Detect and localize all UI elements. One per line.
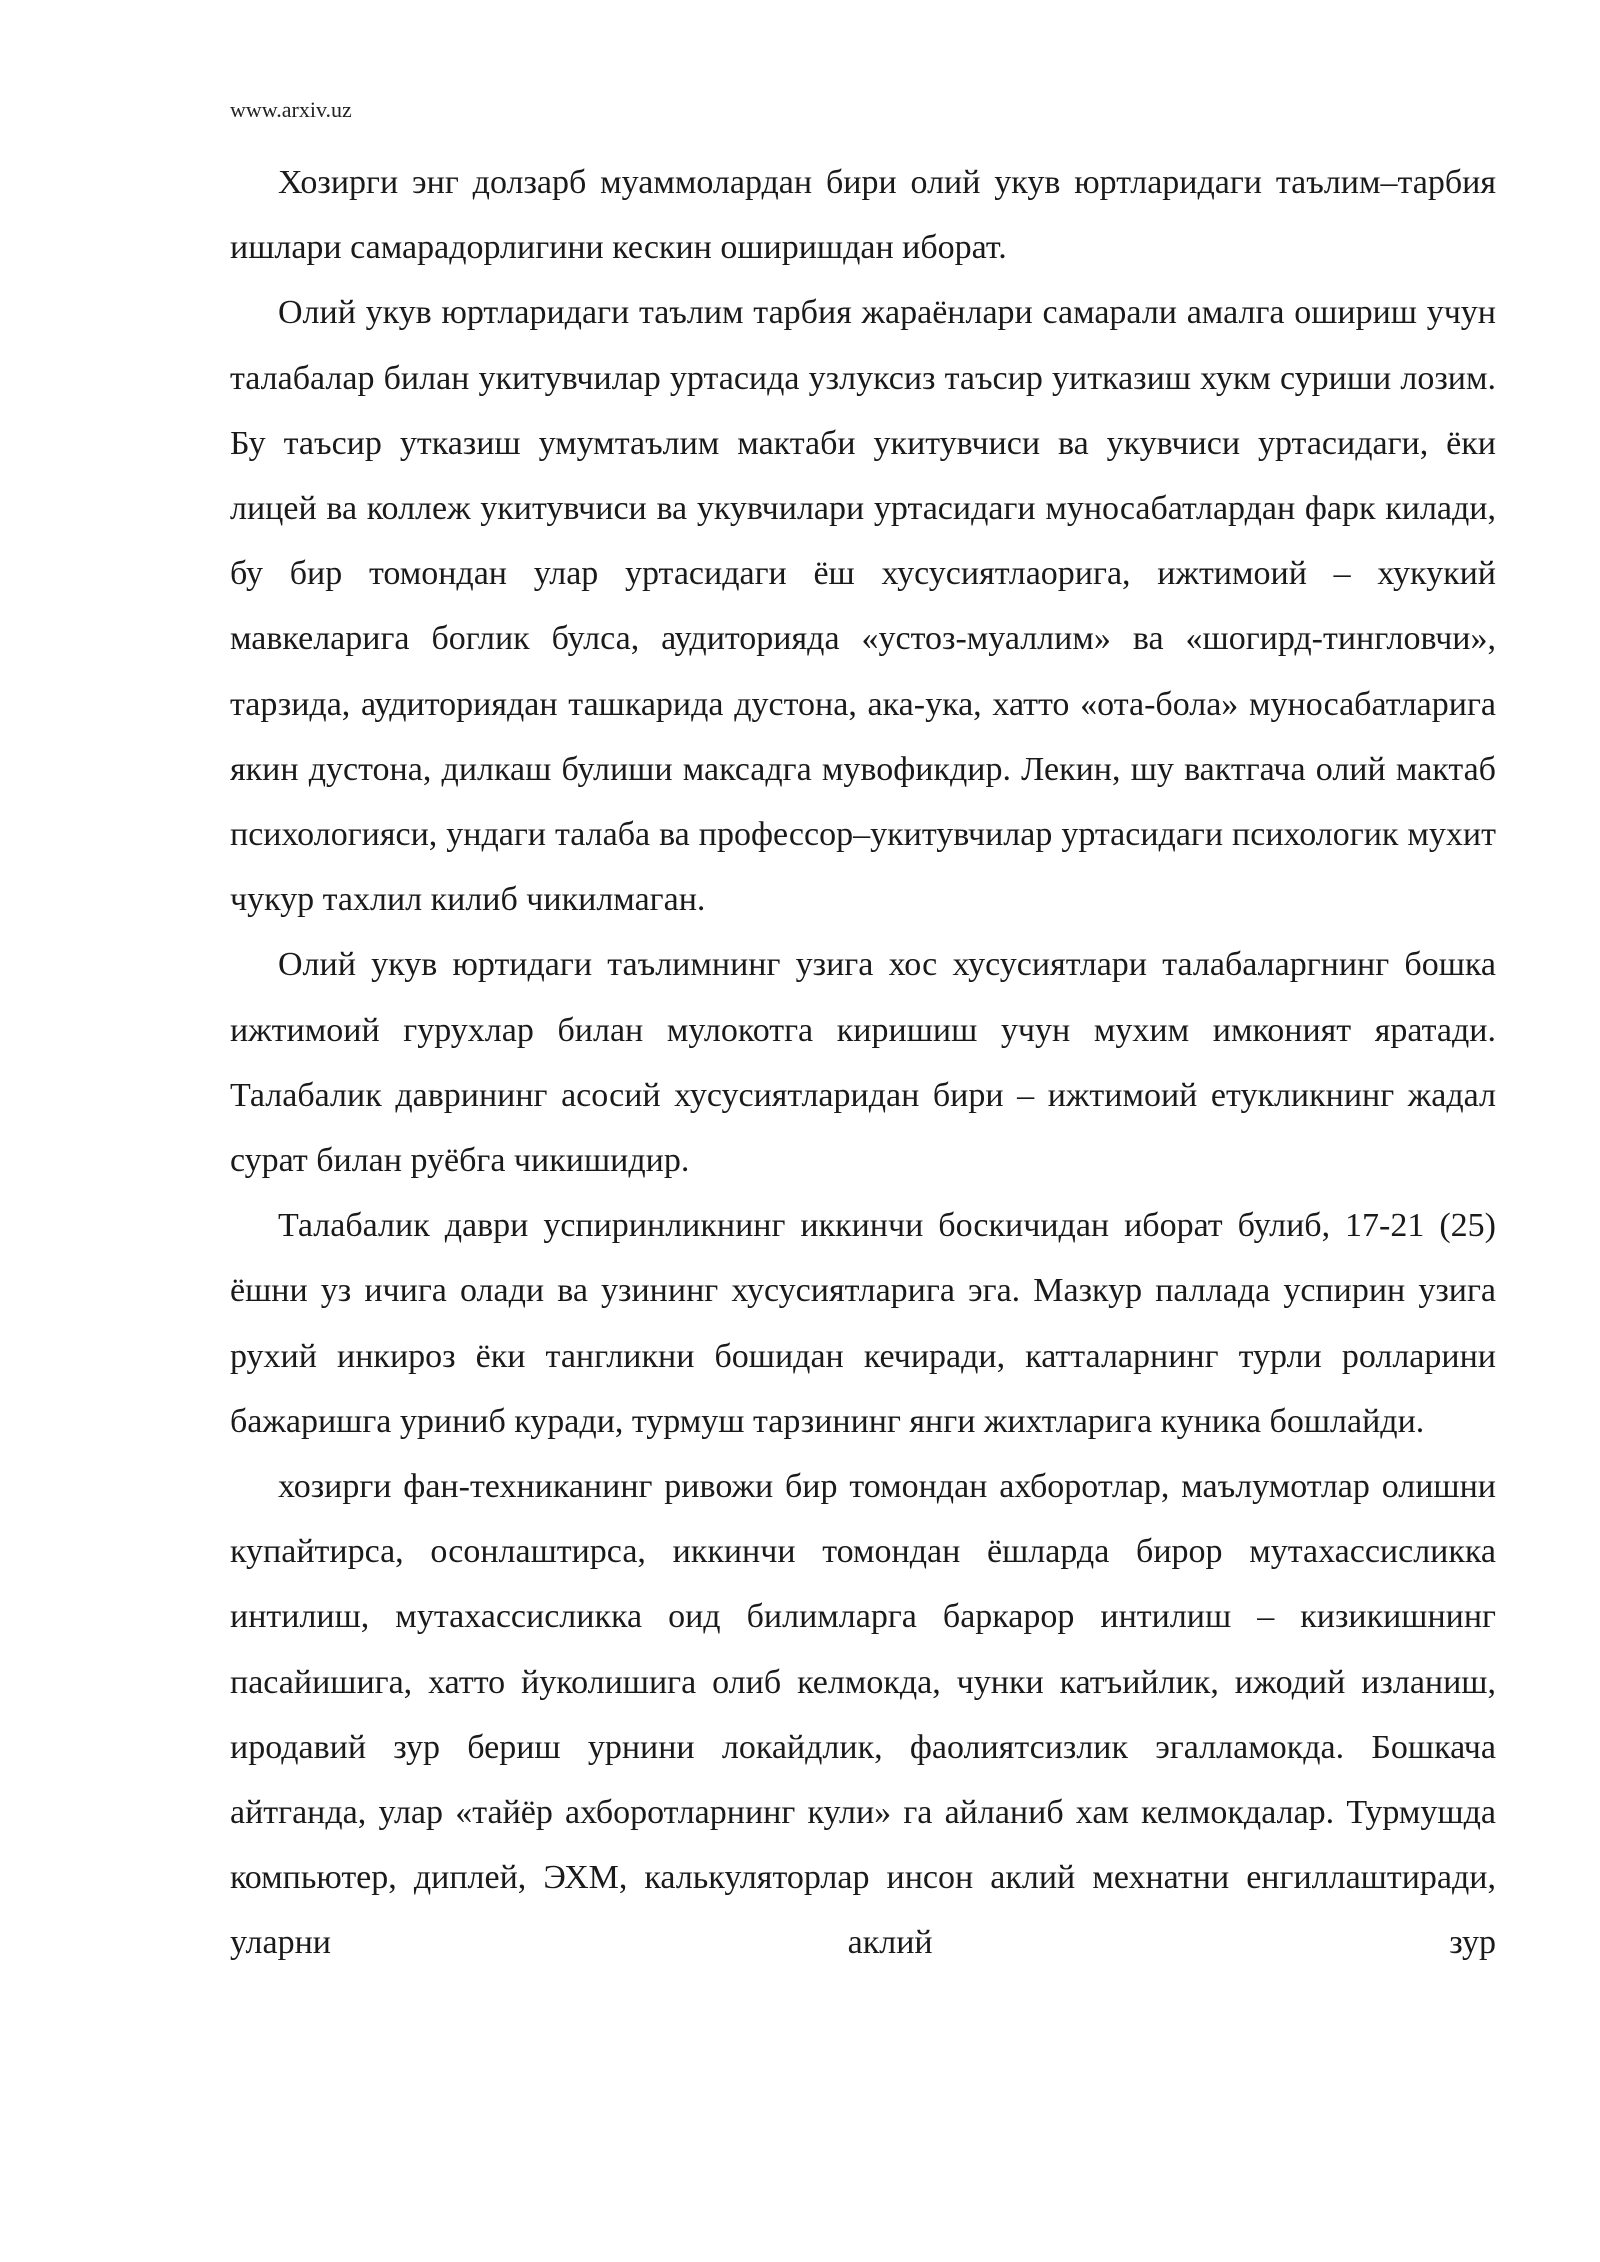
paragraph-4: Талабалик даври успиринликнинг иккинчи боскичидан иборат булиб, 17-21 (25) ёшни уз ичига олади ва узининг хусусиятларига эга. Мазкур паллада успирин узига рухий инкироз ёки тангликни бошидан кечиради, катталарнинг турли ролларини бажаришга уриниб куради, турмуш тарзининг янги жихтларига куника бошлайди. (230, 1207, 1496, 1440)
paragraph-3: Олий укув юртидаги таълимнинг узига хос хусусиятлари талабаларгнинг бошка ижтимоий гурухлар билан мулокотга киришиш учун мухим имконият яратади. Талабалик даврининг асосий хусусиятларидан бири – ижтимоий етукликнинг жадал сурат билан руёбга чикишидир. (230, 946, 1496, 1180)
paragraph-2: Олий укув юртларидаги таълим тарбия жараёнлари самарали амалга ошириш учун талабалар билан укитувчилар уртасида узлуксиз таъсир уитказиш хукм суриши лозим. Бу таъсир утказиш умумтаълим мактаби укитувчиси ва укувчиси уртасидаги, ёки лицей ва коллеж укитувчиси ва укувчилари уртасидаги муносабатлардан фарк килади, бу бир томондан улар уртасидаги ёш хусусиятлаорига, ижтимоий – хукукий мавкеларига боглик булса, аудиторияда «устоз-муаллим» ва «шогирд-тингловчи», тарзида, аудиториядан ташкарида дустона, ака-ука, хатто «ота-бола» муносабатларига якин дустона, дилкаш булиши максадга мувофикдир. Лекин, шу вактгача олий мактаб психологияси, ундаги талаба ва профессор–укитувчилар уртасидаги психологик мухит чукур тахлил килиб чикилмаган. (230, 294, 1496, 919)
document-body (230, 150, 1496, 1976)
paragraph-5: хозирги фан-техниканинг ривожи бир томондан ахборотлар, маълумотлар олишни купайтирса, осонлаштирса, иккинчи томондан ёшларда бирор мутахассисликка интилиш, мутахассисликка оид билимларга баркарор интилиш – кизикишнинг пасайишига, хатто йуколишига олиб келмокда, чунки катъийлик, ижодий изланиш, иродавий зур бериш урнини локайдлик, фаолиятсизлик эгалламокда. Бошкача айтганда, улар «тайёр ахборотларнинг кули» га айланиб хам келмокдалар. Турмушда компьютер, диплей, ЭХМ, калькуляторлар инсон аклий мехнатни енгиллаштиради, уларни аклий зур (230, 1468, 1496, 1962)
source-url: www.arxiv.uz (230, 97, 352, 122)
paragraph-1: Хозирги энг долзарб муаммолардан бири олий укув юртларидаги таълим–тарбия ишлари самарадорлигини кескин оширишдан иборат. (230, 164, 1496, 267)
